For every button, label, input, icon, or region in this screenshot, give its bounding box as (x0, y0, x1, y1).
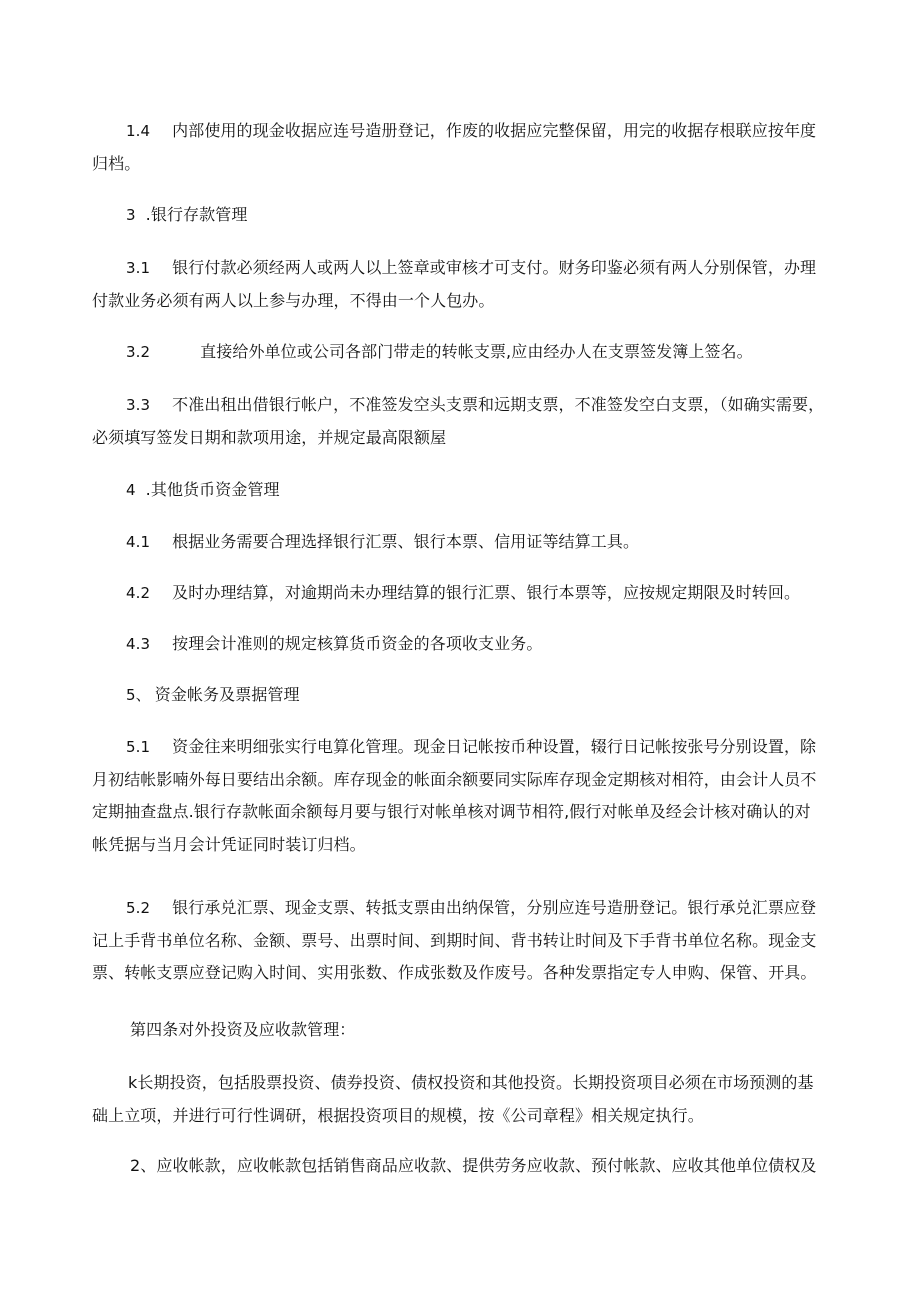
paragraph-text: 必须填写签发日期和款项用途，并规定最高限额屋 (92, 427, 447, 447)
paragraph-1-4 (92, 115, 854, 180)
paragraph-text: 2、应收帐款，应收帐款包括销售商品应收款、提供劳务应收款、预付帐款、应收其他单位债权及 (130, 1156, 817, 1175)
paragraph-text: 定期抽查盘点.银行存款帐面余额每月要与银行对帐单核对调节相符,假行对帐单及经会计核对确认的对 (92, 802, 811, 821)
section-heading-3 (92, 199, 854, 232)
paragraph-5-1 (92, 731, 854, 861)
section-heading-4 (92, 474, 854, 507)
section-number: 4.3 (126, 635, 151, 653)
section-title: .银行存款管理 (145, 205, 248, 224)
paragraph-text: 银行付款必须经两人或两人以上签章或审核才可支付。财务印鉴必须有两人分别保管，办理 (172, 258, 817, 277)
article-heading-4 (92, 1014, 854, 1047)
section-number: 4.2 (126, 584, 151, 602)
paragraph-text: 础上立项，并进行可行性调研，根据投资项目的规模，按《公司章程》相关规定执行。 (92, 1105, 704, 1125)
paragraph-text: 帐凭据与当月会计凭证同时装订归档。 (92, 834, 366, 854)
paragraph-3-1 (92, 252, 854, 317)
paragraph-4-1 (92, 526, 854, 559)
paragraph-text: k长期投资，包括股票投资、债券投资、债权投资和其他投资。长期投资项目必须在市场预测的基 (128, 1073, 814, 1092)
paragraph-text: 付款业务必须有两人以上参与办理，不得由一个人包办。 (92, 290, 495, 310)
paragraph-3-3 (92, 389, 854, 454)
section-number: 1.4 (126, 122, 151, 140)
paragraph-text: 内部使用的现金收据应连号造册登记，作废的收据应完整保留，用完的收据存根联应按年度 (172, 121, 817, 140)
section-number: 4 (126, 481, 136, 499)
paragraph-accounts-receivable (92, 1150, 854, 1183)
section-number: 3.3 (126, 396, 151, 414)
paragraph-text: 直接给外单位或公司各部门带走的转帐支票,应由经办人在支票签发簿上签名。 (200, 342, 753, 361)
paragraph-long-term-investment (92, 1067, 854, 1132)
section-title: 资金帐务及票据管理 (154, 685, 300, 704)
paragraph-text: 按理会计准则的规定核算货币资金的各项收支业务。 (172, 634, 543, 653)
paragraph-4-2 (92, 577, 854, 610)
paragraph-text: 银行承兑汇票、现金支票、转抵支票由出纳保管，分别应连号造册登记。银行承兑汇票应登 (172, 898, 817, 917)
section-title: .其他货币资金管理 (145, 480, 280, 499)
paragraph-text: 票、转帐支票应登记购入时间、实用张数、作成张数及作废号。各种发票指定专人申购、保管、开具。 (92, 963, 817, 982)
paragraph-text: 记上手背书单位名称、金额、票号、出票时间、到期时间、背书转让时间及下手背书单位名称。现金支 (92, 930, 817, 950)
section-number: 5.2 (126, 899, 151, 917)
paragraph-3-2 (92, 336, 854, 369)
paragraph-5-2 (92, 892, 854, 990)
section-number: 3 (126, 206, 136, 224)
paragraph-4-3 (92, 628, 854, 661)
paragraph-text: 月初结帐影喃外每日要结出余额。库存现金的帐面余额要同实际库存现金定期核对相符，由会计人员不 (92, 769, 817, 789)
paragraph-text: 不准出租出借银行帐户，不准签发空头支票和远期支票，不准签发空白支票，（如确实需要， (172, 395, 825, 414)
section-number: 3.1 (126, 259, 151, 277)
article-title: 第四条对外投资及应收款管理： (130, 1020, 356, 1039)
paragraph-text: 归档。 (92, 153, 141, 173)
section-heading-5 (92, 679, 854, 712)
section-number: 5、 (126, 686, 151, 704)
paragraph-text: 及时办理结算，对逾期尚未办理结算的银行汇票、银行本票等，应按规定期限及时转回。 (172, 583, 801, 602)
section-number: 3.2 (126, 343, 151, 361)
paragraph-text: 资金往来明细张实行电算化管理。现金日记帐按币种设置，辍行日记帐按张号分别设置，除 (172, 737, 817, 756)
paragraph-text: 根据业务需要合理选择银行汇票、银行本票、信用证等结算工具。 (172, 532, 640, 551)
section-number: 4.1 (126, 533, 151, 551)
section-number: 5.1 (126, 738, 151, 756)
